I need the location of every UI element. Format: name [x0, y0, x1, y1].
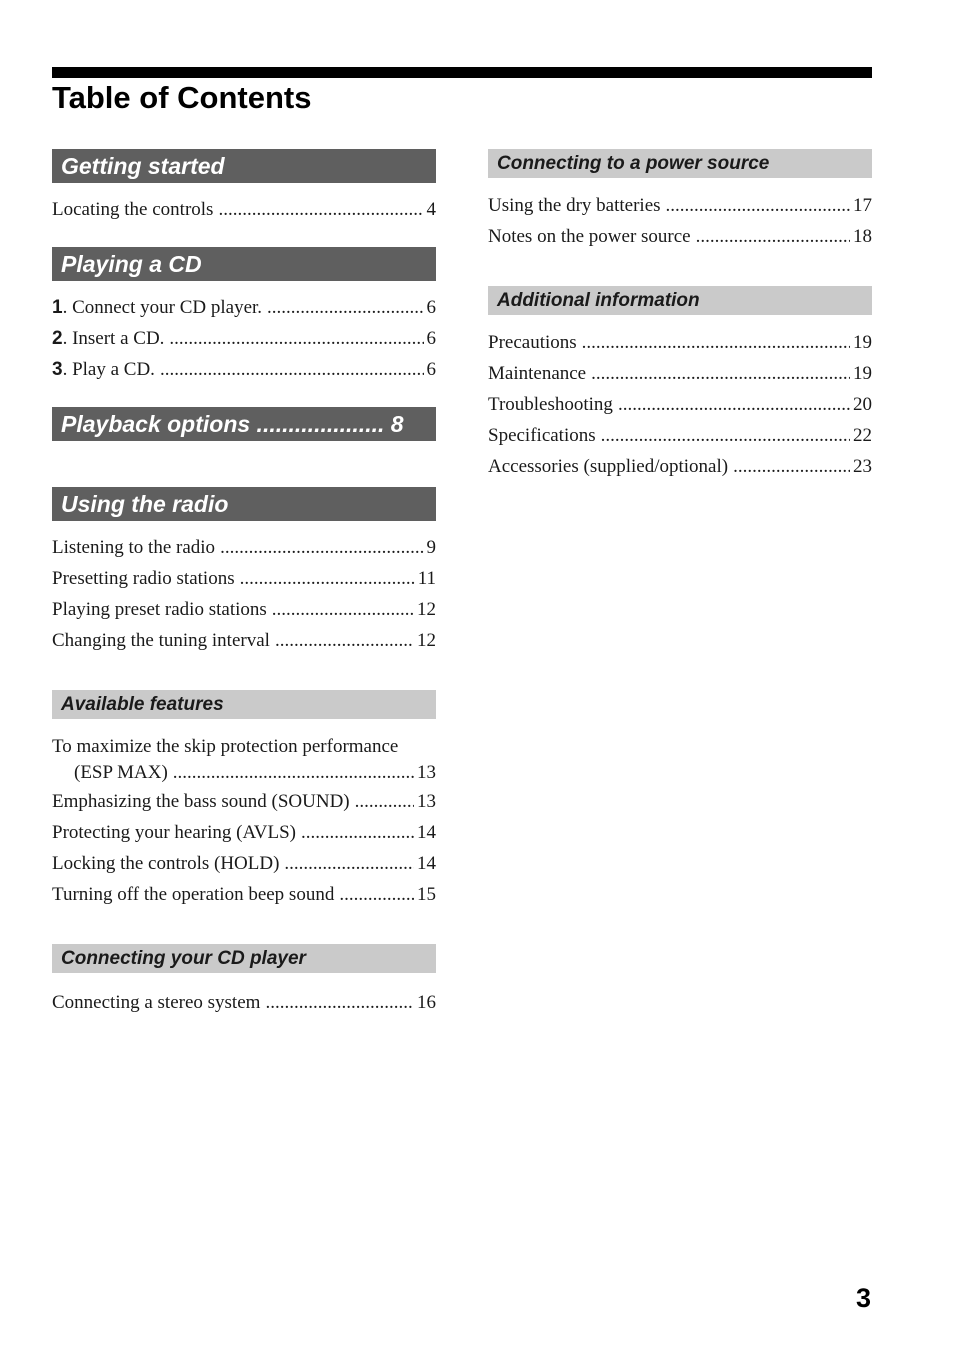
toc-entry-page: 12	[417, 630, 436, 651]
section-getting-started	[52, 149, 436, 225]
toc-entry-dry-batteries[interactable]	[488, 190, 872, 221]
toc-entry-tuning-interval[interactable]	[52, 625, 436, 656]
toc-entry-label: Troubleshooting	[488, 394, 613, 415]
toc-entry-label: . Insert a CD.	[62, 328, 165, 349]
toc-entry-page: 6	[426, 297, 436, 318]
toc-entry-page: 18	[853, 226, 872, 247]
toc-entry-page: 19	[853, 332, 872, 353]
toc-entry-page: 11	[417, 568, 436, 589]
toc-entry-label: Emphasizing the bass sound (SOUND)	[52, 791, 350, 812]
step-number: 3	[52, 359, 63, 380]
toc-entry-connect-player[interactable]	[52, 292, 436, 323]
toc-entry-label: Locating the controls	[52, 199, 214, 220]
toc-entry-label: Specifications	[488, 425, 596, 446]
leader-dots	[582, 327, 850, 358]
toc-entry-accessories[interactable]	[488, 451, 872, 482]
toc-entry-page: 9	[426, 537, 436, 558]
section-heading-available-features: Available features	[52, 690, 436, 719]
toc-entry-label-continued: (ESP MAX)	[74, 762, 168, 783]
leader-dots	[591, 358, 850, 389]
toc-entry-avls[interactable]	[52, 817, 436, 848]
toc-entry-playing-preset[interactable]	[52, 594, 436, 625]
step-number: 2	[52, 328, 63, 349]
leader-dots	[339, 879, 414, 910]
section-heading-power-source: Connecting to a power source	[488, 149, 872, 178]
toc-entry-label: Presetting radio stations	[52, 568, 235, 589]
section-power-source	[488, 149, 872, 252]
toc-entry-label: Changing the tuning interval	[52, 630, 270, 651]
toc-entry-play-cd[interactable]	[52, 354, 436, 385]
leader-dots	[173, 760, 414, 786]
leader-dots	[240, 563, 415, 594]
toc-entry-page: 19	[853, 363, 872, 384]
toc-entry-page: 14	[417, 853, 436, 874]
toc-entry-label: To maximize the skip protection performance	[52, 736, 399, 757]
toc-entry-page: 20	[853, 394, 872, 415]
toc-entry-maintenance[interactable]	[488, 358, 872, 389]
leader-dots	[275, 625, 414, 656]
section-heading-additional-info: Additional information	[488, 286, 872, 315]
leader-dots	[284, 848, 414, 879]
toc-entry-label: Using the dry batteries	[488, 195, 661, 216]
leader-dots	[733, 451, 850, 482]
toc-entry-page: 6	[426, 359, 436, 380]
toc-entry-label: Protecting your hearing (AVLS)	[52, 822, 296, 843]
toc-entry-presetting-stations[interactable]	[52, 563, 436, 594]
toc-entry-page: 23	[853, 456, 872, 477]
toc-entry-bass-sound[interactable]	[52, 786, 436, 817]
toc-entry-page: 17	[853, 195, 872, 216]
leader-dots	[618, 389, 850, 420]
leader-dots	[160, 354, 424, 385]
toc-entry-power-notes[interactable]	[488, 221, 872, 252]
toc-entry-locating-controls[interactable]	[52, 194, 436, 225]
toc-entry-esp-max[interactable]	[52, 734, 436, 786]
toc-entry-specifications[interactable]	[488, 420, 872, 451]
toc-entry-page: 15	[417, 884, 436, 905]
toc-entry-hold[interactable]	[52, 848, 436, 879]
section-connecting-player	[52, 944, 436, 1018]
toc-entry-precautions[interactable]	[488, 327, 872, 358]
toc-entry-listening-radio[interactable]	[52, 532, 436, 563]
toc-entry-insert-cd[interactable]	[52, 323, 436, 354]
section-additional-info	[488, 286, 872, 482]
leader-dots	[272, 594, 414, 625]
toc-entry-page: 12	[417, 599, 436, 620]
leader-dots	[220, 532, 423, 563]
section-heading-connecting-player: Connecting your CD player	[52, 944, 436, 973]
toc-entry-page: 13	[417, 791, 436, 812]
toc-entry-page: 22	[853, 425, 872, 446]
page-title: Table of Contents	[52, 80, 312, 115]
leader-dots	[265, 987, 414, 1018]
toc-right-column	[488, 149, 872, 482]
toc-entry-label: Notes on the power source	[488, 226, 691, 247]
toc-entry-page: 14	[417, 822, 436, 843]
leader-dots	[666, 190, 850, 221]
toc-entry-page: 13	[417, 762, 436, 783]
leader-dots	[267, 292, 423, 323]
toc-entry-label: . Connect your CD player.	[62, 297, 263, 318]
toc-entry-label: Maintenance	[488, 363, 587, 384]
toc-entry-page: 4	[426, 199, 436, 220]
section-heading-using-radio: Using the radio	[52, 487, 436, 521]
section-heading-getting-started: Getting started	[52, 149, 436, 183]
section-heading-playback-options[interactable]: Playback options .................... 8	[52, 407, 436, 441]
section-using-radio	[52, 487, 436, 656]
toc-entry-stereo-system[interactable]	[52, 987, 436, 1018]
toc-entry-label: Locking the controls (HOLD)	[52, 853, 280, 874]
section-heading-playing-cd: Playing a CD	[52, 247, 436, 281]
toc-left-column	[52, 149, 436, 1018]
toc-entry-page: 16	[417, 992, 436, 1013]
leader-dots	[169, 323, 423, 354]
toc-entry-label: Accessories (supplied/optional)	[488, 456, 729, 477]
toc-entry-page: 6	[426, 328, 436, 349]
leader-dots	[696, 221, 850, 252]
step-number: 1	[52, 297, 63, 318]
toc-entry-label: Turning off the operation beep sound	[52, 884, 335, 905]
top-rule	[52, 67, 872, 78]
toc-entry-label: . Play a CD.	[62, 359, 155, 380]
section-playback-options	[52, 407, 436, 441]
section-playing-cd	[52, 247, 436, 385]
toc-entry-label: Playing preset radio stations	[52, 599, 267, 620]
toc-entry-label: Precautions	[488, 332, 577, 353]
toc-entry-label: Listening to the radio	[52, 537, 216, 558]
leader-dots	[218, 194, 423, 225]
toc-entry-label: Connecting a stereo system	[52, 992, 261, 1013]
leader-dots	[355, 786, 414, 817]
page-number: 3	[855, 1283, 871, 1313]
section-available-features	[52, 690, 436, 910]
leader-dots	[601, 420, 850, 451]
toc-entry-beep-sound[interactable]	[52, 879, 436, 910]
leader-dots	[301, 817, 414, 848]
toc-entry-troubleshooting[interactable]	[488, 389, 872, 420]
